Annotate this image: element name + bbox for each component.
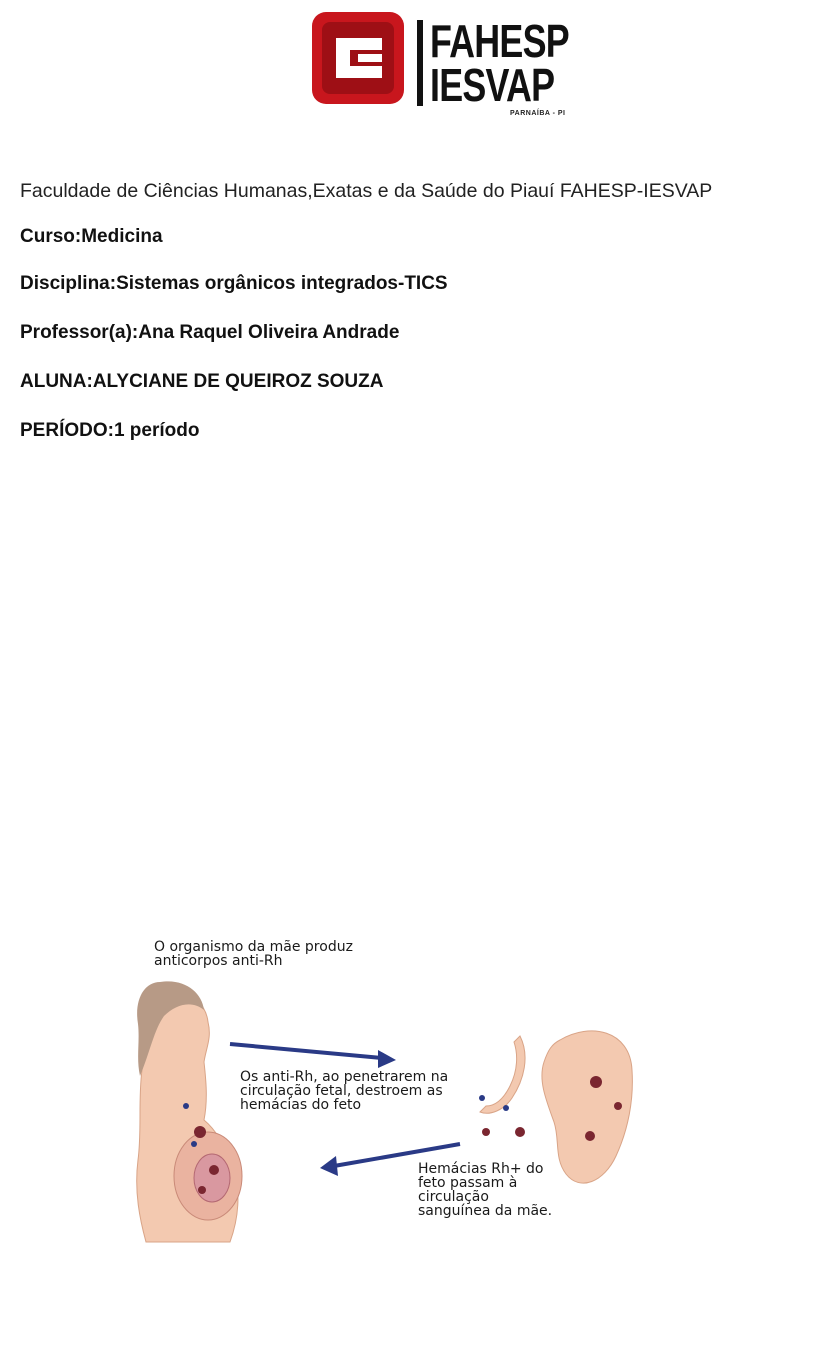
arrow-to-fetus-icon	[230, 1044, 396, 1068]
logo-location: PARNAÍBA - PI	[510, 110, 566, 117]
course-line: Curso:Medicina	[20, 226, 163, 247]
discipline-line: Disciplina:Sistemas orgânicos integrados-TICS	[20, 273, 448, 294]
student-line: ALUNA:ALYCIANE DE QUEIROZ SOUZA	[20, 371, 384, 392]
pregnant-woman-figure	[137, 981, 242, 1242]
institution-logo	[312, 12, 582, 120]
logo-divider	[417, 20, 423, 106]
logo-name-line2: IESVAP	[430, 59, 555, 111]
caption-antibodies-fetus: Os anti-Rh, ao penetrarem na circulação fetal, destroem as hemácias do feto	[240, 1069, 449, 1113]
logo-mark-icon	[312, 12, 404, 104]
rh-illustration	[120, 930, 680, 1260]
professor-line: Professor(a):Ana Raquel Oliveira Andrade	[20, 322, 400, 343]
period-line: PERÍODO:1 período	[20, 420, 200, 441]
institution-name: Faculdade de Ciências Humanas,Exatas e da Saúde do Piauí FAHESP-IESVAP	[20, 180, 713, 202]
caption-fetal-rbc: Hemácias Rh+ do feto passam à circulação sanguínea da mãe.	[418, 1161, 553, 1219]
logo-name-line1: FAHESP	[430, 15, 569, 67]
caption-mother-antibodies: O organismo da mãe produz anticorpos anti-Rh	[154, 939, 353, 969]
